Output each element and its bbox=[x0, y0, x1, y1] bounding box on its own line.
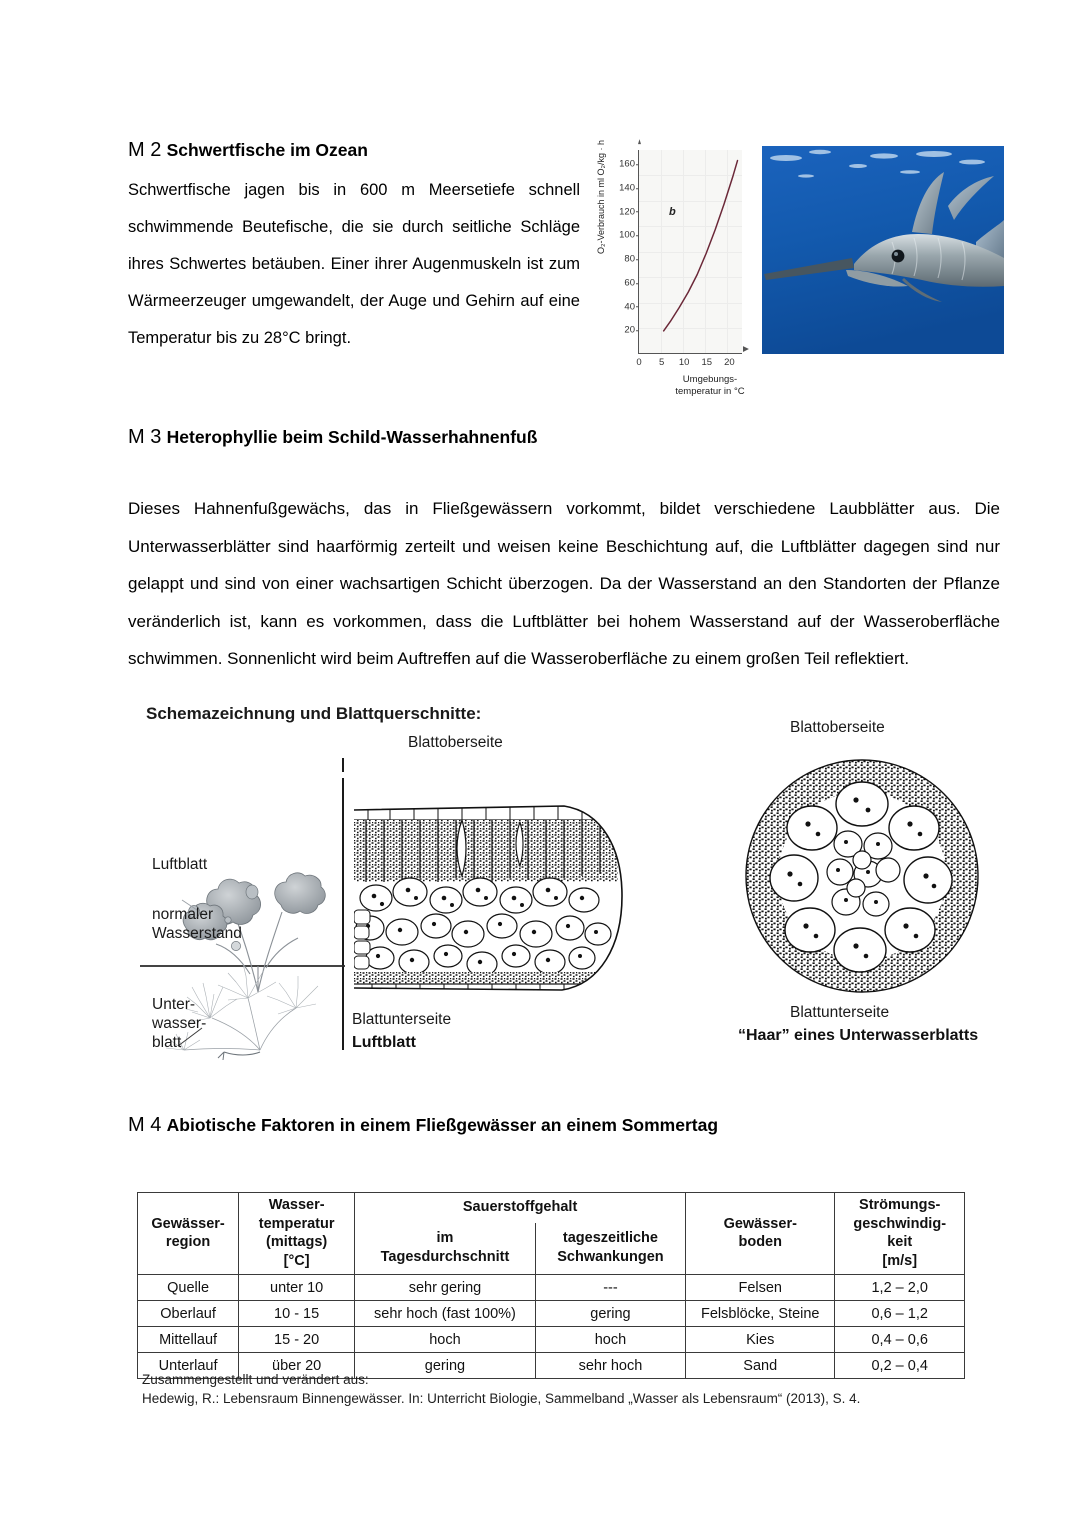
chart-axis-arrows bbox=[639, 150, 742, 352]
header-region bbox=[138, 1193, 239, 1275]
cell-oxygen-average: gering bbox=[355, 1353, 536, 1379]
water-leaf-top-label: Blattoberseite bbox=[790, 719, 885, 736]
header-ground-line1: Gewässer- bbox=[723, 1215, 797, 1232]
cell-oxygen-fluctuation: hoch bbox=[535, 1327, 685, 1353]
table-row bbox=[138, 1301, 965, 1327]
header-fluct-line1: tageszeitliche bbox=[562, 1230, 658, 1247]
table-row bbox=[138, 1275, 965, 1301]
table-body bbox=[138, 1275, 965, 1379]
cell-flow-speed: 0,4 – 0,6 bbox=[835, 1327, 965, 1353]
source-line2: Hedewig, R.: Lebensraum Binnengewässer. In: Unterricht Biologie, Sammelband „Wasser als Lebensraum“ (2013), S. 4. bbox=[142, 1391, 861, 1406]
m2-number: M 2 bbox=[128, 139, 162, 161]
cell-flow-speed: 1,2 – 2,0 bbox=[835, 1275, 965, 1301]
header-region-line2: region bbox=[165, 1234, 211, 1250]
cell-ground: Felsen bbox=[686, 1275, 835, 1301]
header-oxygen-group: Sauerstoffgehalt bbox=[355, 1193, 686, 1223]
chart-x-axis-label bbox=[660, 374, 760, 397]
header-temp-line3: (mittags) bbox=[266, 1234, 328, 1250]
underwater-leaf-line1: Unter- bbox=[152, 996, 196, 1013]
chart-ytick-80: 80 bbox=[624, 253, 635, 265]
figure-heading: Schemazeichnung und Blattquerschnitte: bbox=[146, 704, 482, 723]
header-speed-line1: Strömungs- bbox=[859, 1197, 941, 1213]
source-note bbox=[142, 1370, 860, 1408]
chart-xtick-10: 10 bbox=[678, 357, 690, 368]
cell-ground: Felsblöcke, Steine bbox=[686, 1301, 835, 1327]
cell-oxygen-average: sehr hoch (fast 100%) bbox=[355, 1301, 536, 1327]
m3-paragraph: Dieses Hahnenfußgewächs, das in Fließgewässern vorkommt, bildet verschiedene Laubblätter aus. Die Unterwasserblätter sind haarförmig zerteilt und weisen keine Beschichtung auf, die Luftblätter dagegen sind nur gelappt und sind von einer wachsartigen Schicht überzogen. Da der Wasserstand an den Standorten der Pflanze veränderlich ist, kann es vorkommen, dass die Luftblätter bei hohem Wasserstand auf der Wasseroberfläche schwimmen. Sonnenlicht wird beim Auftreffen auf die Wasseroberfläche zu einem großen Teil reflektiert. bbox=[128, 499, 1000, 668]
m4-title: Abiotische Faktoren in einem Fließgewässer an einem Sommertag bbox=[166, 1115, 719, 1135]
chart-ytick-140: 140 bbox=[619, 182, 635, 194]
water-leaf-caption: “Haar” eines Unterwasserblatts bbox=[738, 1027, 979, 1044]
chart-ytick-40: 40 bbox=[624, 300, 635, 312]
chart-ytick-20: 20 bbox=[624, 324, 635, 336]
m2-paragraph: Schwertfische jagen bis in 600 m Meersetiefe schnell schwimmende Beutefische, die sie durch seitliche Schläge ihres Schwertes betäuben. Einer ihrer Augenmuskeln ist zum Wärmeerzeuger umgewandelt, der Auge und Gehirn auf eine Temperatur bis zu 28°C bringt. bbox=[128, 181, 580, 347]
swordfish-photo bbox=[762, 146, 1004, 354]
cell-oxygen-average: hoch bbox=[355, 1327, 536, 1353]
chart-y-axis-label: O₂-Verbrauch in ml O₂/kg · h bbox=[596, 139, 606, 254]
m3-number: M 3 bbox=[128, 426, 162, 448]
air-leaf-top-label: Blattoberseite bbox=[408, 734, 503, 751]
header-oxygen-fluctuation bbox=[535, 1223, 685, 1275]
abiotic-factors-table bbox=[137, 1192, 965, 1379]
underwater-leaf-line2: wasser- bbox=[152, 1015, 207, 1032]
header-speed-line2: geschwindig- bbox=[853, 1215, 947, 1232]
cell-ground: Sand bbox=[686, 1353, 835, 1379]
chart-ytick-100: 100 bbox=[619, 229, 635, 241]
chart-plot-area bbox=[619, 150, 742, 368]
chart-xtick-15: 15 bbox=[701, 357, 713, 368]
header-temp-line2: temperatur bbox=[258, 1215, 335, 1232]
header-avg-line2: Tagesdurchschnitt bbox=[380, 1248, 510, 1265]
cell-oxygen-average: sehr gering bbox=[355, 1275, 536, 1301]
chart-x-axis-label-line1: Umgebungs- bbox=[682, 374, 738, 385]
m3-figure bbox=[140, 700, 996, 1060]
underwater-leaf-label bbox=[152, 995, 206, 1052]
table-header-row bbox=[138, 1193, 965, 1223]
normal-water-level-line2: Wasserstand bbox=[152, 925, 242, 942]
table-row bbox=[138, 1327, 965, 1353]
underwater-leaf-cross-section bbox=[728, 752, 996, 1002]
cell-region: Quelle bbox=[138, 1275, 239, 1301]
chart-x-axis-label-line2: temperatur in °C bbox=[675, 385, 745, 397]
cell-flow-speed: 0,6 – 1,2 bbox=[835, 1301, 965, 1327]
header-ground-line2: boden bbox=[738, 1234, 782, 1250]
air-leaf-caption: Luftblatt bbox=[352, 1034, 416, 1051]
cell-temperature: unter 10 bbox=[239, 1275, 355, 1301]
cell-oxygen-fluctuation: sehr hoch bbox=[535, 1353, 685, 1379]
cell-region: Oberlauf bbox=[138, 1301, 239, 1327]
header-region-line1: Gewässer- bbox=[151, 1215, 225, 1232]
underwater-leaf-line3: blatt bbox=[152, 1034, 182, 1051]
header-oxygen-average bbox=[355, 1223, 536, 1275]
m2-heading bbox=[128, 138, 368, 163]
chart-annotation: b bbox=[669, 206, 676, 218]
source-line1: Zusammengestellt und verändert aus: bbox=[142, 1372, 369, 1387]
cell-oxygen-fluctuation: --- bbox=[535, 1275, 685, 1301]
normal-water-level-label bbox=[152, 905, 242, 943]
table-head bbox=[138, 1193, 965, 1275]
cell-region: Mittellauf bbox=[138, 1327, 239, 1353]
chart-ytick-160: 160 bbox=[619, 158, 635, 170]
cell-oxygen-fluctuation: gering bbox=[535, 1301, 685, 1327]
chart-xtick-0: 0 bbox=[636, 357, 642, 368]
swordfish-illustration bbox=[762, 146, 1004, 354]
header-speed-line3: keit bbox=[887, 1234, 913, 1250]
header-temp-line1: Wasser- bbox=[268, 1197, 325, 1213]
cell-temperature: 15 - 20 bbox=[239, 1327, 355, 1353]
chart-xtick-20: 20 bbox=[724, 357, 735, 368]
m4-number: M 4 bbox=[128, 1114, 162, 1136]
header-temp-line4: [°C] bbox=[283, 1252, 310, 1269]
water-leaf-bottom-label: Blattunterseite bbox=[790, 1004, 890, 1021]
chart-ytick-60: 60 bbox=[624, 277, 635, 289]
header-flow-speed bbox=[835, 1193, 965, 1275]
chart-xtick-5: 5 bbox=[658, 357, 665, 368]
header-avg-line1: im bbox=[436, 1230, 454, 1247]
cell-temperature: über 20 bbox=[239, 1353, 355, 1379]
header-ground bbox=[686, 1193, 835, 1275]
air-leaf-cross-section bbox=[350, 792, 630, 1004]
cell-flow-speed: 0,2 – 0,4 bbox=[835, 1353, 965, 1379]
header-water-temperature bbox=[239, 1193, 355, 1275]
chart-ytick-120: 120 bbox=[619, 205, 635, 217]
m3-title: Heterophyllie beim Schild-Wasserhahnenfuß bbox=[166, 427, 538, 447]
header-fluct-line2: Schwankungen bbox=[557, 1248, 664, 1265]
header-speed-line4: [m/s] bbox=[882, 1252, 918, 1269]
m3-heading bbox=[128, 425, 537, 450]
air-leaf-label: Luftblatt bbox=[152, 856, 208, 873]
cell-region: Unterlauf bbox=[138, 1353, 239, 1379]
o2-consumption-chart bbox=[596, 139, 760, 400]
m2-title: Schwertfische im Ozean bbox=[166, 140, 368, 160]
m4-heading bbox=[128, 1113, 718, 1138]
cell-temperature: 10 - 15 bbox=[239, 1301, 355, 1327]
normal-water-level-line1: normaler bbox=[152, 906, 214, 923]
cell-ground: Kies bbox=[686, 1327, 835, 1353]
air-leaf-bottom-label: Blattunterseite bbox=[352, 1011, 452, 1028]
